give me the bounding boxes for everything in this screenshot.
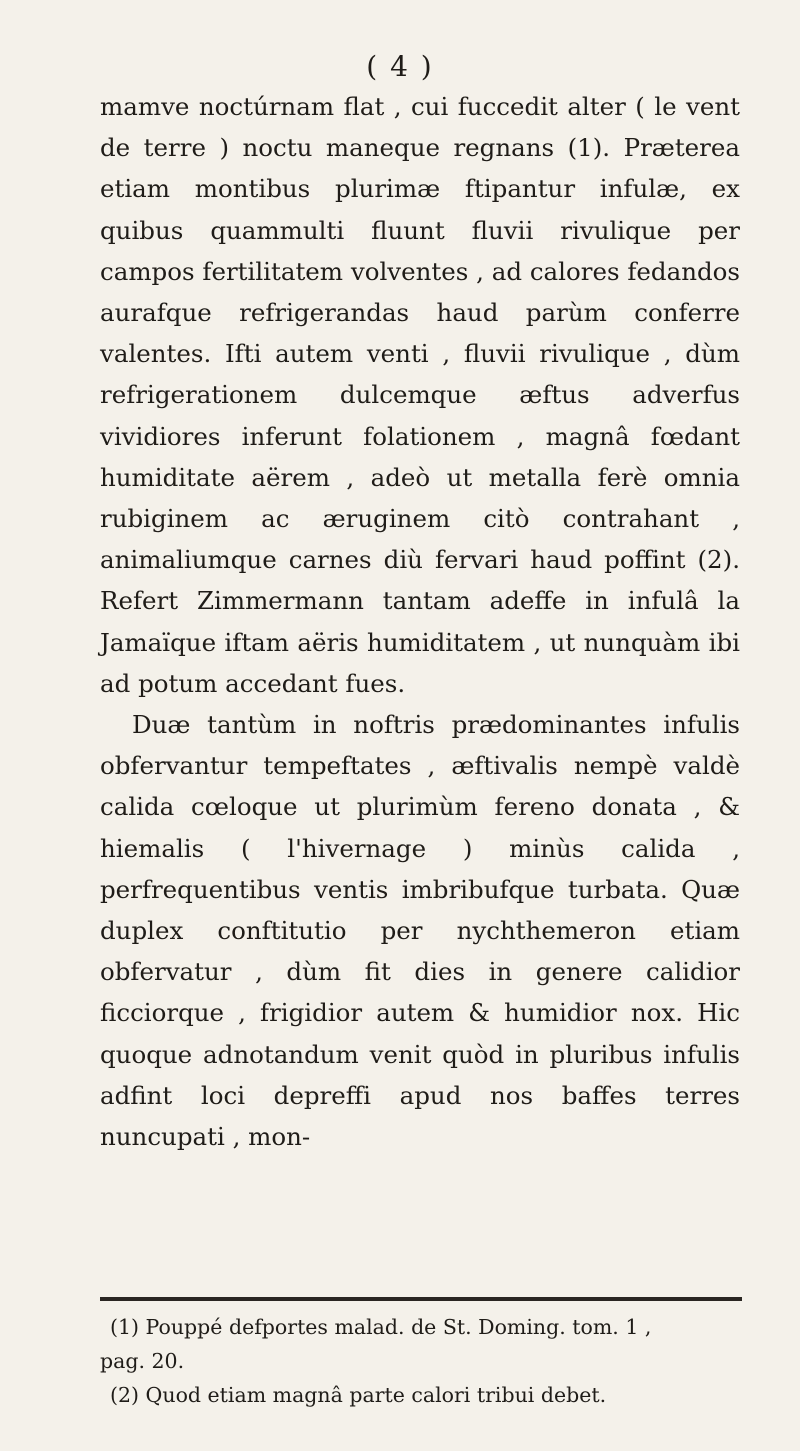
- paragraph-1: mamve noctúrnam flat , cui fuccedit alter ( le vent de terre ) noctu maneque regnans (1). Præterea etiam montibus plurimæ ftipantur infulæ, ex quibus quammulti fluunt fluvii rivulique per campos fertilitatem volventes , ad calores fedandos aurafque refrigerandas haud parùm conferre valentes. Ifti autem venti , fluvii rivulique , dùm refrigerationem dulcemque æftus adverfus vividiores inferunt folationem , magnâ fœdant humiditate aërem , adeò ut metalla ferè omnia rubiginem ac æruginem citò contrahant , animaliumque carnes diù fervari haud poffint (2). Refert Zimmermann tantam adeffe in infulâ la Jamaïque iftam aëris humiditatem , ut nunquàm ibi ad potum accedant fues.: [100, 92, 740, 698]
- footnote-1-continuation: pag. 20.: [100, 1349, 185, 1373]
- paragraph-2: Duæ tantùm in noftris prædominantes infulis obfervantur tempeftates , æftivalis nempè valdè calida cœloque ut plurimùm fereno donata , & hiemalis ( l'hivernage ) minùs calida , perfrequentibus ventis imbribufque turbata. Quæ duplex conftitutio per nychthemeron etiam obfervatur , dùm fit dies in genere calidior ficciorque , frigidior autem & humidior nox. Hic quoque adnotandum venit quòd in pluribus infulis adfint loci depreffi apud nos baffes terres nuncupati , mon-: [100, 710, 740, 1152]
- footnotes: [100, 1310, 740, 1412]
- footnote-1: (1) Pouppé defportes malad. de St. Doming. tom. 1 ,: [110, 1315, 652, 1339]
- body-text: [100, 86, 740, 1157]
- page-number: ( 4 ): [366, 50, 434, 83]
- footnote-2: (2) Quod etiam magnâ parte calori tribui debet.: [110, 1383, 607, 1407]
- footnote-divider: [100, 1297, 742, 1301]
